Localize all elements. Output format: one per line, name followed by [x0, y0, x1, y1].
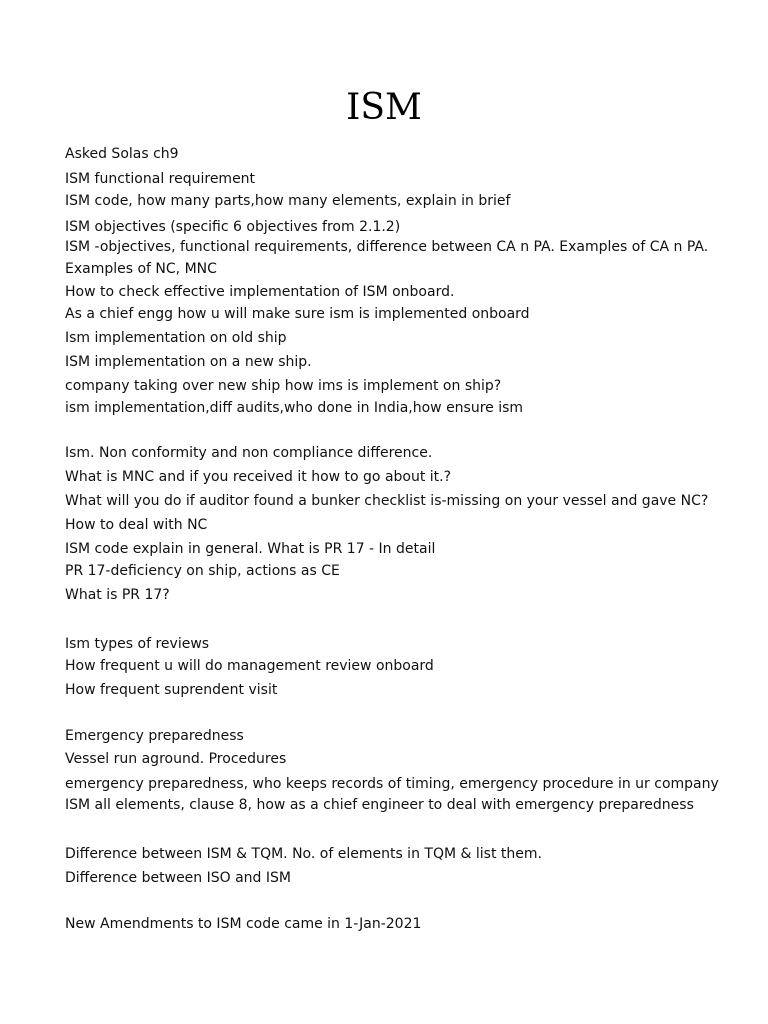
- question-line: New Amendments to ISM code came in 1-Jan-2021: [65, 916, 422, 932]
- question-line: What is MNC and if you received it how to go about it.?: [65, 469, 452, 485]
- question-line: How frequent u will do management review onboard: [65, 658, 434, 674]
- question-line: Asked Solas ch9: [65, 146, 179, 162]
- question-line: Examples of NC, MNC: [65, 261, 217, 277]
- question-line: ISM -objectives, functional requirements, difference between CA n PA. Examples of CA n PA.: [65, 239, 709, 255]
- question-line: ISM code, how many parts,how many elements, explain in brief: [65, 193, 511, 209]
- question-line: Ism types of reviews: [65, 636, 210, 652]
- question-line: Difference between ISO and ISM: [65, 870, 291, 886]
- question-line: Vessel run aground. Procedures: [65, 751, 287, 767]
- question-line: ISM objectives (specific 6 objectives from 2.1.2): [65, 219, 401, 235]
- question-line: ISM implementation on a new ship.: [65, 354, 312, 370]
- question-line: ISM all elements, clause 8, how as a chief engineer to deal with emergency preparedness: [65, 797, 694, 813]
- question-line: How to check effective implementation of ISM onboard.: [65, 284, 455, 300]
- question-line: Emergency preparedness: [65, 728, 244, 744]
- question-line: Ism. Non conformity and non compliance difference.: [65, 445, 433, 461]
- question-line: How frequent suprendent visit: [65, 682, 278, 698]
- question-line: Difference between ISM & TQM. No. of elements in TQM & list them.: [65, 846, 542, 862]
- question-line: company taking over new ship how ims is implement on ship?: [65, 378, 502, 394]
- question-line: ism implementation,diff audits,who done in India,how ensure ism: [65, 400, 524, 416]
- question-line: PR 17-deficiency on ship, actions as CE: [65, 563, 340, 579]
- question-line: emergency preparedness, who keeps records of timing, emergency procedure in ur company: [65, 776, 719, 792]
- page-title: ISM: [346, 87, 422, 128]
- question-line: Ism implementation on old ship: [65, 330, 287, 346]
- question-line: What is PR 17?: [65, 587, 170, 603]
- question-line: As a chief engg how u will make sure ism is implemented onboard: [65, 306, 530, 322]
- question-line: What will you do if auditor found a bunker checklist is-missing on your vessel and gave NC?: [65, 493, 709, 509]
- question-line: ISM code explain in general. What is PR 17 - In detail: [65, 541, 436, 557]
- question-line: ISM functional requirement: [65, 171, 256, 187]
- question-line: How to deal with NC: [65, 517, 208, 533]
